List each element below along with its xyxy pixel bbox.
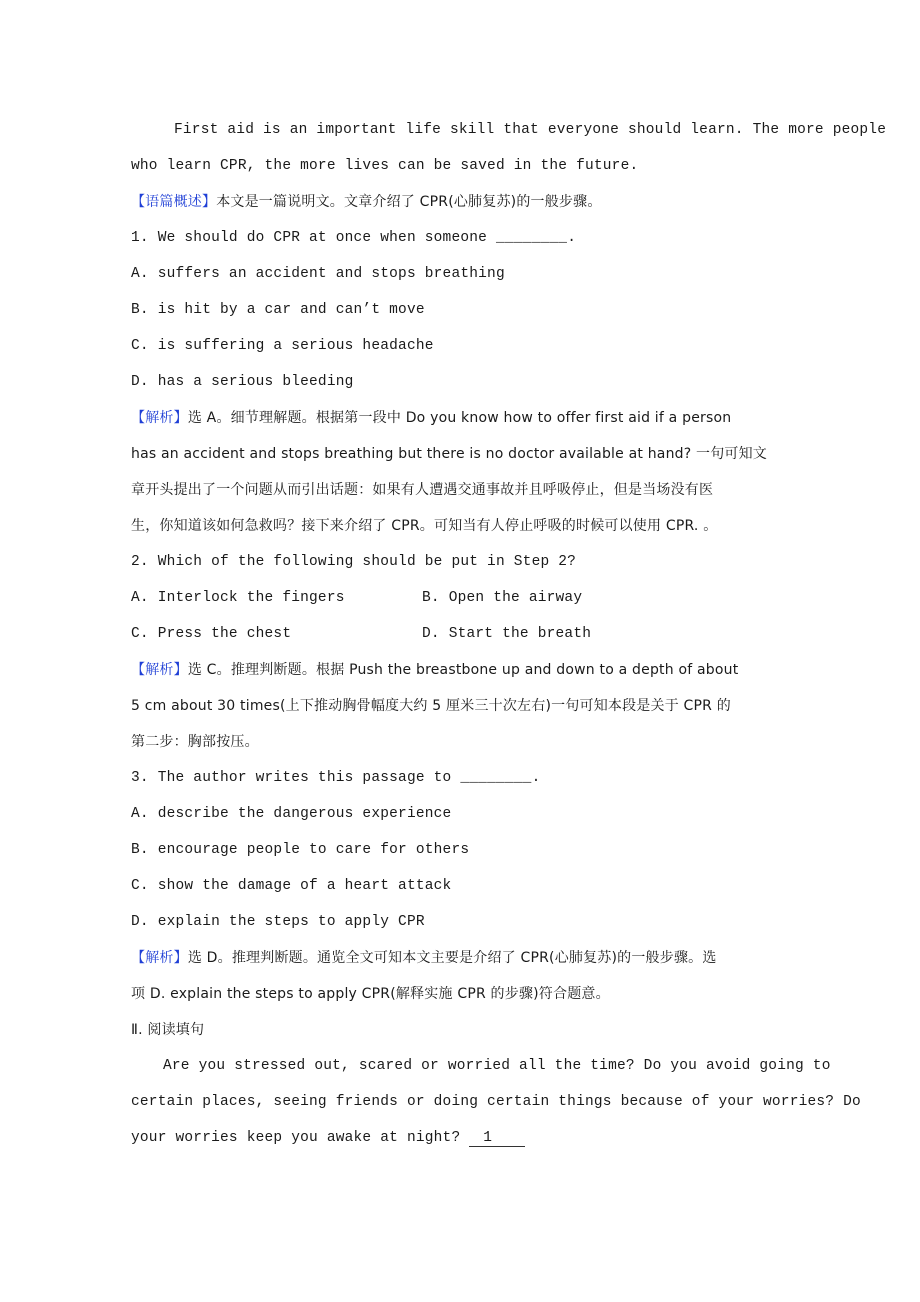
analysis-tag: 【解析】 — [131, 950, 188, 966]
section-2-paragraph-line-2: certain places, seeing friends or doing certain things because of your worries? Do — [131, 1094, 861, 1110]
question-3-option-c: C. show the damage of a heart attack — [131, 878, 452, 894]
question-1-analysis-line-4: 生，你知道该如何急救吗？接下来介绍了 CPR。可知当有人停止呼吸的时候可以使用 CPR. 。 — [131, 518, 718, 534]
analysis-tag: 【解析】 — [131, 662, 188, 678]
intro-paragraph-line-2: who learn CPR, the more lives can be saved in the future. — [131, 158, 639, 174]
section-2-heading: Ⅱ. 阅读填句 — [131, 1022, 205, 1038]
question-1-option-b: B. is hit by a car and can’t move — [131, 302, 425, 318]
question-3-analysis-line-2: 项 D. explain the steps to apply CPR(解释实施 CPR 的步骤)符合题意。 — [131, 986, 610, 1002]
analysis-text: 选 D。推理判断题。通览全文可知本文主要是介绍了 CPR(心肺复苏)的一般步骤。选 — [187, 950, 717, 966]
question-1-blank: ________ — [495, 230, 568, 246]
question-2-option-b: B. Open the airway — [422, 590, 583, 606]
question-2-options-row-1 — [131, 580, 821, 616]
question-2-analysis-line-2: 5 cm about 30 times(上下推动胸骨幅度大约 5 厘米三十次左右)一句可知本段是关于 CPR 的 — [131, 698, 731, 714]
summary-text: 本文是一篇说明文。文章介绍了 CPR(心肺复苏)的一般步骤。 — [216, 194, 602, 210]
question-1-analysis-line-3: 章开头提出了一个问题从而引出话题：如果有人遭遇交通事故并且呼吸停止，但是当场没有医 — [131, 482, 714, 498]
section-2-paragraph-text: your worries keep you awake at night? — [131, 1130, 470, 1146]
analysis-text: 选 C。推理判断题。根据 Push the breastbone up and down to a depth of about — [187, 662, 739, 678]
question-2-option-c: C. Press the chest — [131, 626, 292, 642]
question-1-option-a: A. suffers an accident and stops breathing — [131, 266, 505, 282]
intro-paragraph-line-1: First aid is an important life skill that everyone should learn. The more people — [174, 122, 887, 138]
question-3-option-a: A. describe the dangerous experience — [131, 806, 452, 822]
analysis-text: 选 A。细节理解题。根据第一段中 Do you know how to offer first aid if a person — [187, 410, 732, 426]
question-2-option-a: A. Interlock the fingers — [131, 590, 345, 606]
question-2-options-row-2 — [131, 616, 821, 652]
question-2-analysis-line-1 — [131, 652, 821, 688]
summary-tag: 【语篇概述】 — [131, 194, 217, 210]
question-1-analysis-line-1 — [131, 400, 821, 436]
question-3-blank: ________ — [460, 770, 532, 786]
question-1-end: . — [567, 230, 577, 246]
question-3-option-d: D. explain the steps to apply CPR — [131, 914, 425, 930]
question-1-analysis-line-2: has an accident and stops breathing but there is no doctor available at hand? 一句可知文 — [131, 446, 768, 462]
question-1-text: 1. We should do CPR at once when someone — [131, 230, 496, 246]
passage-summary — [131, 184, 821, 220]
question-2-stem: 2. Which of the following should be put in Step 2? — [131, 554, 577, 570]
document-page — [131, 112, 887, 1156]
question-3-analysis-line-1 — [131, 940, 821, 976]
question-3-text: 3. The author writes this passage to — [131, 770, 461, 786]
section-2-paragraph-line-1: Are you stressed out, scared or worried all the time? Do you avoid going to — [163, 1058, 831, 1074]
question-3-end: . — [531, 770, 541, 786]
question-1-option-c: C. is suffering a serious headache — [131, 338, 434, 354]
question-1-option-d: D. has a serious bleeding — [131, 374, 354, 390]
question-3-stem — [131, 760, 821, 796]
question-2-option-d: D. Start the breath — [422, 626, 592, 642]
analysis-tag: 【解析】 — [131, 410, 188, 426]
question-1-stem — [131, 220, 821, 256]
question-3-option-b: B. encourage people to care for others — [131, 842, 470, 858]
question-2-analysis-line-3: 第二步：胸部按压。 — [131, 734, 259, 750]
section-2-paragraph-line-3 — [131, 1120, 821, 1156]
fill-blank-1: 1 — [469, 1130, 525, 1147]
